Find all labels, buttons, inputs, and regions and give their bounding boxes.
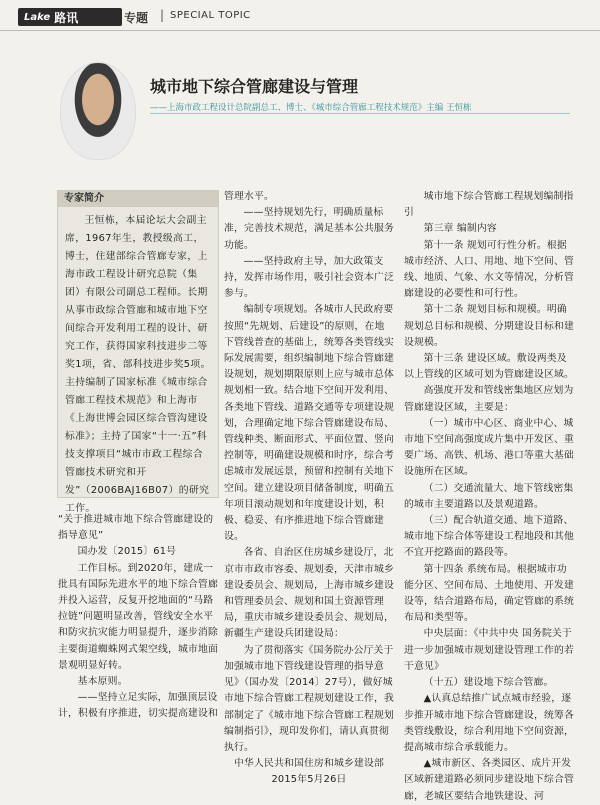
expert-profile-box bbox=[57, 190, 219, 514]
col1-paragraph: 工作目标。到2020年，建成一批具有国际先进水平的地下综合管廊并投入运营，反复开挖地面的“马路拉链”问题明显改善，管线安全水平和防灾抗灾能力明显提升，逐步消除主要街道蜘蛛网式架空线，城市地面景观明显好转。 bbox=[58, 562, 218, 671]
col2-paragraph: 编制专项规划。各城市人民政府要按照“先规划、后建设”的原则，在地下管线普查的基础上，统筹各类管线实际发展需要，组织编制地下综合管廊建设规划，规划期限原则上应与城市总体规划相一致。结合地下空间开发利用、各类地下管线、道路交通等专项建设规划，合理确定地下综合管廊建设布局、管线种类、断面形式、平面位置、竖向控制等，明确建设规模和时序，综合考虑城市发展远景，预留和控制有关地下空间。建立建设项目储备制度，明确五年项目滚动规划和年度建设计划，积极、稳妥、有序推进地下综合管廊建设。 bbox=[224, 304, 394, 543]
col3-chapter: 第三章 编制内容 bbox=[423, 223, 497, 235]
logo-text: 路讯 bbox=[54, 10, 79, 25]
col3-paragraph: （十五）建设地下综合管廊。 bbox=[423, 677, 554, 689]
magazine-logo bbox=[18, 8, 122, 26]
col1-heading: “关于推进城市地下综合管廊建设的指导意见” bbox=[58, 514, 214, 542]
column-3 bbox=[404, 189, 574, 805]
logo-small-text: Lake bbox=[24, 11, 51, 23]
col2-paragraph: ——坚持规划先行，明确质量标准，完善技术规范，满足基本公共服务功能。 bbox=[224, 207, 394, 251]
section-label-cn: 专题 bbox=[124, 11, 149, 25]
column-2 bbox=[224, 189, 394, 789]
col3-article: 第十二条 规划目标和规模。明确规划总目标和规模、分期建设目标和建设规模。 bbox=[404, 304, 574, 348]
col3-article: （二）交通流量大、地下管线密集的城市主要道路以及景观道路。 bbox=[404, 482, 574, 510]
col2-signature: 中华人民共和国住房和城乡建设部 bbox=[234, 758, 384, 770]
subtitle-divider bbox=[150, 113, 570, 114]
article-subtitle: ——上海市政工程设计总院副总工、博士、《城市综合管廊工程技术规范》主编 王恒栋 bbox=[150, 103, 472, 113]
author-photo bbox=[60, 62, 136, 160]
expert-profile-heading: 专家简介 bbox=[58, 191, 218, 207]
col2-paragraph: 管理水平。 bbox=[224, 191, 274, 202]
col1-paragraph: 基本原则。 bbox=[77, 676, 128, 688]
col2-paragraph: 各省、自治区住房城乡建设厅，北京市市政市容委、规划委，天津市城乡建设委员会、规划局，上海市城乡建设和管理委员会、规划和国土资源管理局，重庆市城乡建设委员会、规划局，新疆生产建设兵团建设局： bbox=[224, 547, 394, 640]
article-title: 城市地下综合管廊建设与管理 bbox=[150, 77, 359, 96]
section-label-en: SPECIAL TOPIC bbox=[170, 10, 251, 21]
col3-article: 高强度开发和管线密集地区应划为管廊建设区域，主要是： bbox=[404, 385, 574, 413]
col3-article: 第十四条 系统布局。根据城市功能分区、空间布局、土地使用、开发建设等，结合道路布局，确定管廊的系统布局和类型等。 bbox=[404, 563, 574, 624]
expert-profile-text: 王恒栋，本届论坛大会副主席，1967年生，教授级高工，博士，住建部综合管廊专家，上海市政工程设计研究总院（集团）有限公司副总工程师。长期从事市政综合管廊和城市地下空间综合开发利用工程的设计、研究工作，获得国家科技进步二等奖1项，省、部科技进步奖5项。主持编制了国家标准《城市综合管廊工程技术规范》和上海市《上海世博会园区综合管沟建设标准》；主持了国家“十一·五”科技支撑项目“城市市政工程综合管廊技术研究和开发”（2006BAJ16B07）的研究工作。 bbox=[65, 215, 211, 514]
col1-paragraph: ——坚持立足实际，加强顶层设计，积极有序推进，切实提高建设和 bbox=[58, 692, 218, 720]
col3-paragraph: ▲城市新区、各类园区、成片开发区域新建道路必须同步建设地下综合管廊，老城区要结合地铁建设、河 bbox=[404, 758, 574, 802]
col3-paragraph: 中央层面：《中共中央 国务院关于进一步加强城市规划建设管理工作的若干意见》 bbox=[404, 628, 574, 672]
col3-article: 第十三条 建设区域。敷设两类及以上管线的区域可划为管廊建设区域。 bbox=[404, 353, 574, 381]
col3-article: （一）城市中心区、商业中心、城市地下空间高强度成片集中开发区、重要广场、高铁、机场、港口等重大基础设施所在区域。 bbox=[404, 417, 574, 478]
col2-paragraph: ——坚持政府主导，加大政策支持，发挥市场作用，吸引社会资本广泛参与。 bbox=[224, 255, 394, 300]
col3-paragraph: ▲认真总结推广试点城市经验，逐步推开城市地下综合管廊建设，统筹各类管线敷设，综合利用地下空间资源，提高城市综合承载能力。 bbox=[404, 693, 574, 753]
header-divider bbox=[0, 30, 600, 31]
col1-doc-number: 国办发〔2015〕61号 bbox=[77, 546, 177, 558]
col3-article: 第十一条 规划可行性分析。根据城市经济、人口、用地、地下空间、管线、地质、气象、水文等情况，分析管廊建设的必要性和可行性。 bbox=[404, 239, 574, 300]
column-1 bbox=[58, 512, 218, 723]
col3-article: （三）配合轨道交通、地下道路、城市地下综合体等建设工程地段和其他不宜开挖路面的路段等。 bbox=[404, 515, 574, 559]
col2-date: 2015年5月26日 bbox=[271, 774, 347, 786]
page-header bbox=[0, 0, 600, 34]
col3-title: 城市地下综合管廊工程规划编制指引 bbox=[404, 191, 574, 219]
col2-paragraph: 为了贯彻落实《国务院办公厅关于加强城市地下管线建设管理的指导意见》（国办发〔2014〕27号），做好城市地下综合管廊工程规划建设工作，我部制定了《城市地下综合管廊工程规划编制指引》，现印发你们，请认真贯彻执行。 bbox=[224, 644, 394, 753]
section-separator: | bbox=[160, 8, 165, 22]
